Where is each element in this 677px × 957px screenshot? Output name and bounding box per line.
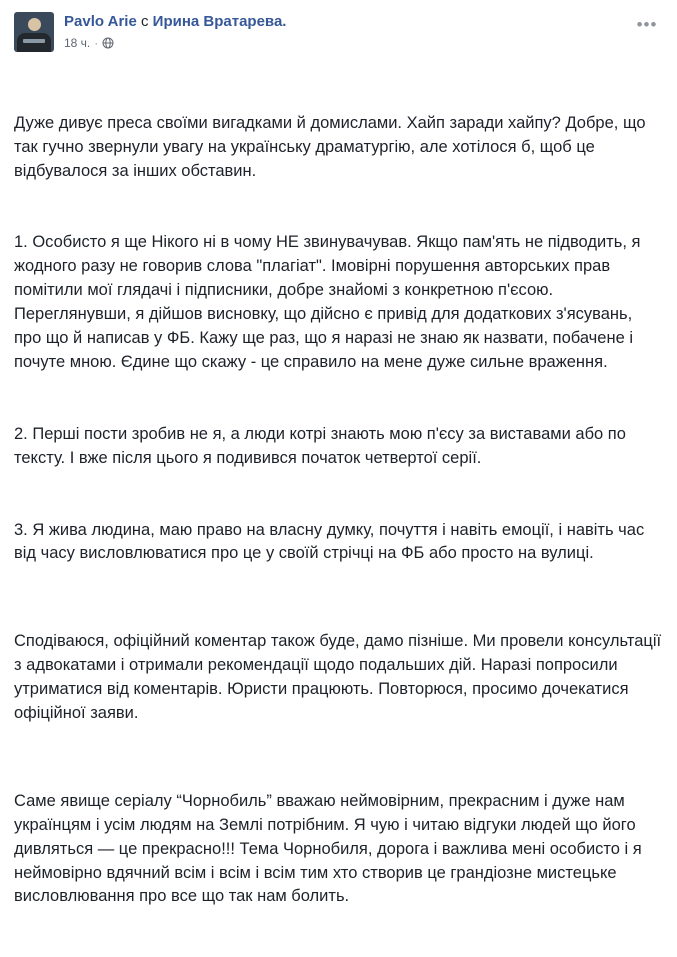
author-line xyxy=(64,13,286,32)
post-header xyxy=(14,12,663,58)
post-paragraph: Саме явище серіалу “Чорнобиль” вважаю неймовірним, прекрасним і дуже нам українцям і усім людям на Землі потрібним. Я чую і читаю відгуки людей що його дивляться — це прекрасно!!! Тема Чорнобиля, дорога і важлива мені особисто і я неймовірно вдячний всім і всім і всім тим хто створив це грандіозне мистецьке висловлювання про все що так нам болить. xyxy=(14,791,647,906)
author-name-link[interactable]: Pavlo Arie xyxy=(64,13,137,30)
post-paragraph: Сподіваюся, офіційний коментар також буде, дамо пізніше. Ми провели консультації з адвокатами і отримали рекомендації щодо подальших дій. Наразі попросили утриматися від коментарів. Юристи працюють. Повторюся, просимо дочекатися офіційної заяви. xyxy=(14,632,666,722)
post-timestamp[interactable]: 18 ч. xyxy=(64,35,91,50)
meta-separator: · xyxy=(94,35,99,50)
avatar-head-shape xyxy=(28,18,41,31)
avatar[interactable] xyxy=(14,12,54,52)
post-header-text xyxy=(64,12,286,51)
with-word: с xyxy=(140,13,149,30)
post-paragraph: 1. Особисто я ще Нікого ні в чому НЕ звинувачував. Якщо пам'ять не підводить, я жодного разу не говорив слова "плагіат". Імовірні порушення авторських прав помітили мої глядачі і підписники, добре знайомі з конкретною п'єсою. Переглянувши, я дійшов висновку, що дійсно є привід для додаткових з'ясувань, про що й написав у ФБ. Кажу ще раз, що я наразі не знаю як назвати, побачене і почуте мною. Єдине що скажу - це справило на мене дуже сильне враження. xyxy=(14,233,646,372)
avatar-shirt-print xyxy=(23,39,45,43)
post-paragraph: Дуже дивує преса своїми вигадками й домислами. Хайп заради хайпу? Добре, що так гучно звернули увагу на українську драматургію, але хотілося б, щоб це відбувалося за інших обставин. xyxy=(14,113,651,180)
post-more-options-button[interactable]: ••• xyxy=(636,15,658,34)
post-meta xyxy=(64,36,286,51)
globe-icon[interactable] xyxy=(102,37,114,49)
post-paragraph: 3. Я жива людина, маю право на власну думку, почуття і навіть емоції, і навіть час від часу висловлюватися про це у своїй стрічці на ФБ або просто на вулиці. xyxy=(14,520,649,563)
tagged-person-link[interactable]: Ирина Вратарева. xyxy=(152,13,287,30)
post-message-body xyxy=(14,58,666,957)
post-paragraph: 2. Перші пости зробив не я, а люди котрі знають мою п'єсу за виставами або по тексту. І вже після цього я подивився початок четвертої серії. xyxy=(14,424,631,467)
